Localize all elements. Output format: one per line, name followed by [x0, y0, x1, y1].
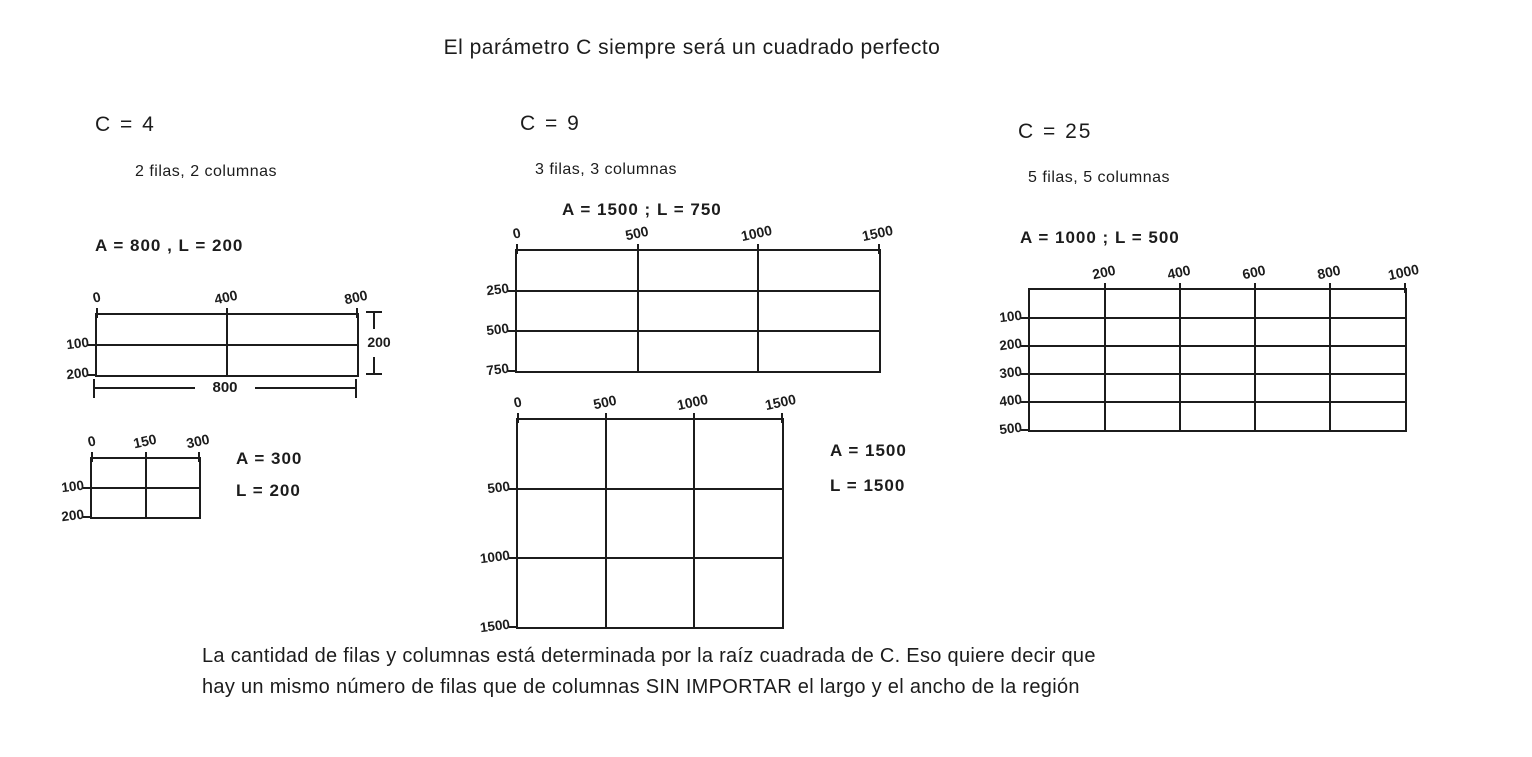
x-tick-mark	[1254, 283, 1256, 293]
x-tick-mark	[637, 244, 639, 254]
bracket-serif	[355, 379, 357, 398]
section-subheading-c4: 2 filas, 2 columnas	[135, 163, 278, 180]
section-heading-c9: C = 9	[520, 112, 581, 135]
grid-line-horizontal	[97, 344, 357, 346]
grid-line-vertical	[1329, 290, 1331, 430]
x-tick-label: 600	[1240, 261, 1267, 283]
y-tick-label: 500	[485, 320, 510, 339]
section-subheading-c9: 3 filas, 3 columnas	[535, 161, 678, 178]
bracket-line	[373, 357, 375, 373]
height-dimension-label: 200	[367, 334, 391, 350]
grid-line-horizontal	[518, 557, 782, 559]
y-tick-label: 200	[65, 364, 90, 383]
footer-note-line1: La cantidad de filas y columnas está determinada por la raíz cuadrada de C. Eso quiere decir que	[202, 645, 1096, 667]
params-label-c25: A = 1000 ; L = 500	[1020, 228, 1180, 247]
width-dimension-label: 800	[212, 379, 238, 396]
grid-line-vertical	[1179, 290, 1181, 430]
params-label-c9: A = 1500 ; L = 750	[562, 200, 722, 219]
x-tick-label: 1500	[763, 390, 798, 414]
x-tick-label: 1000	[1386, 260, 1421, 284]
x-tick-mark	[226, 308, 228, 318]
grid-c4-small	[60, 430, 211, 525]
x-tick-mark	[356, 308, 358, 318]
x-tick-mark	[145, 452, 147, 462]
x-tick-label: 1500	[860, 221, 895, 245]
x-tick-mark	[96, 308, 98, 318]
grid-line-vertical	[693, 420, 695, 627]
side-label-a1500: A = 1500	[830, 441, 907, 460]
x-tick-label: 1000	[675, 390, 710, 414]
grid-c25	[998, 260, 1421, 438]
y-tick-label: 100	[65, 334, 90, 353]
side-label-a300: A = 300	[236, 449, 303, 468]
grid-line-horizontal	[1030, 373, 1405, 375]
bracket-line	[255, 387, 355, 389]
bracket-line	[373, 313, 375, 329]
grid-line-vertical	[605, 420, 607, 627]
footer-note-line2: hay un mismo número de filas que de columnas SIN IMPORTAR el largo y el ancho de la región	[202, 676, 1080, 698]
side-label-l200: L = 200	[236, 481, 301, 500]
x-tick-label: 0	[91, 288, 103, 306]
height-dimension-bracket	[362, 311, 396, 375]
x-tick-mark	[757, 244, 759, 254]
y-tick-label: 100	[998, 307, 1023, 326]
x-tick-mark	[1179, 283, 1181, 293]
x-tick-label: 500	[591, 391, 618, 413]
grid-line-vertical	[1104, 290, 1106, 430]
y-tick-label: 1000	[479, 547, 511, 567]
grid-line-horizontal	[1030, 317, 1405, 319]
x-tick-mark	[517, 413, 519, 423]
x-tick-label: 500	[623, 222, 650, 244]
y-tick-label: 300	[998, 363, 1023, 382]
y-tick-label: 250	[485, 280, 510, 299]
section-heading-c25: C = 25	[1018, 120, 1093, 143]
grid-line-horizontal	[1030, 345, 1405, 347]
x-tick-mark	[516, 244, 518, 254]
section-heading-c4: C = 4	[95, 113, 156, 136]
page-title: El parámetro C siempre será un cuadrado perfecto	[443, 36, 941, 59]
grid-line-horizontal	[92, 487, 199, 489]
x-tick-mark	[1104, 283, 1106, 293]
x-tick-label: 300	[184, 430, 211, 452]
grid-c4-main	[65, 286, 369, 383]
x-tick-label: 0	[86, 432, 98, 450]
grid-c9-square	[479, 390, 798, 636]
x-tick-label: 800	[342, 286, 369, 308]
x-tick-label: 1000	[739, 221, 774, 245]
section-subheading-c25: 5 filas, 5 columnas	[1028, 169, 1171, 186]
x-tick-label: 0	[512, 393, 524, 411]
grid-line-vertical	[637, 251, 639, 371]
x-tick-mark	[1329, 283, 1331, 293]
x-tick-mark	[878, 244, 880, 254]
y-tick-label: 100	[60, 477, 85, 496]
y-tick-label: 500	[998, 419, 1023, 438]
x-tick-mark	[605, 413, 607, 423]
grid-line-vertical	[757, 251, 759, 371]
x-tick-mark	[91, 452, 93, 462]
x-tick-mark	[198, 452, 200, 462]
grid-c9-wide	[485, 221, 895, 379]
x-tick-label: 150	[131, 430, 158, 452]
grid-line-horizontal	[518, 488, 782, 490]
width-dimension-bracket	[93, 379, 357, 398]
y-tick-label: 400	[998, 391, 1023, 410]
bracket-serif	[366, 373, 382, 375]
x-tick-label: 0	[511, 224, 523, 242]
y-tick-label: 750	[485, 360, 510, 379]
side-label-l1500: L = 1500	[830, 476, 906, 495]
params-label-c4: A = 800 , L = 200	[95, 236, 244, 255]
x-tick-label: 400	[212, 286, 239, 308]
x-tick-label: 800	[1315, 261, 1342, 283]
x-tick-mark	[1404, 283, 1406, 293]
x-tick-label: 200	[1090, 261, 1117, 283]
grid-line-horizontal	[517, 330, 879, 332]
y-tick-label: 500	[486, 478, 511, 497]
x-tick-mark	[693, 413, 695, 423]
x-tick-label: 400	[1165, 261, 1192, 283]
y-tick-label: 200	[60, 506, 85, 525]
grid-line-vertical	[1254, 290, 1256, 430]
x-tick-mark	[781, 413, 783, 423]
y-tick-label: 200	[998, 335, 1023, 354]
grid-line-horizontal	[1030, 401, 1405, 403]
y-tick-label: 1500	[479, 616, 511, 636]
grid-line-horizontal	[517, 290, 879, 292]
